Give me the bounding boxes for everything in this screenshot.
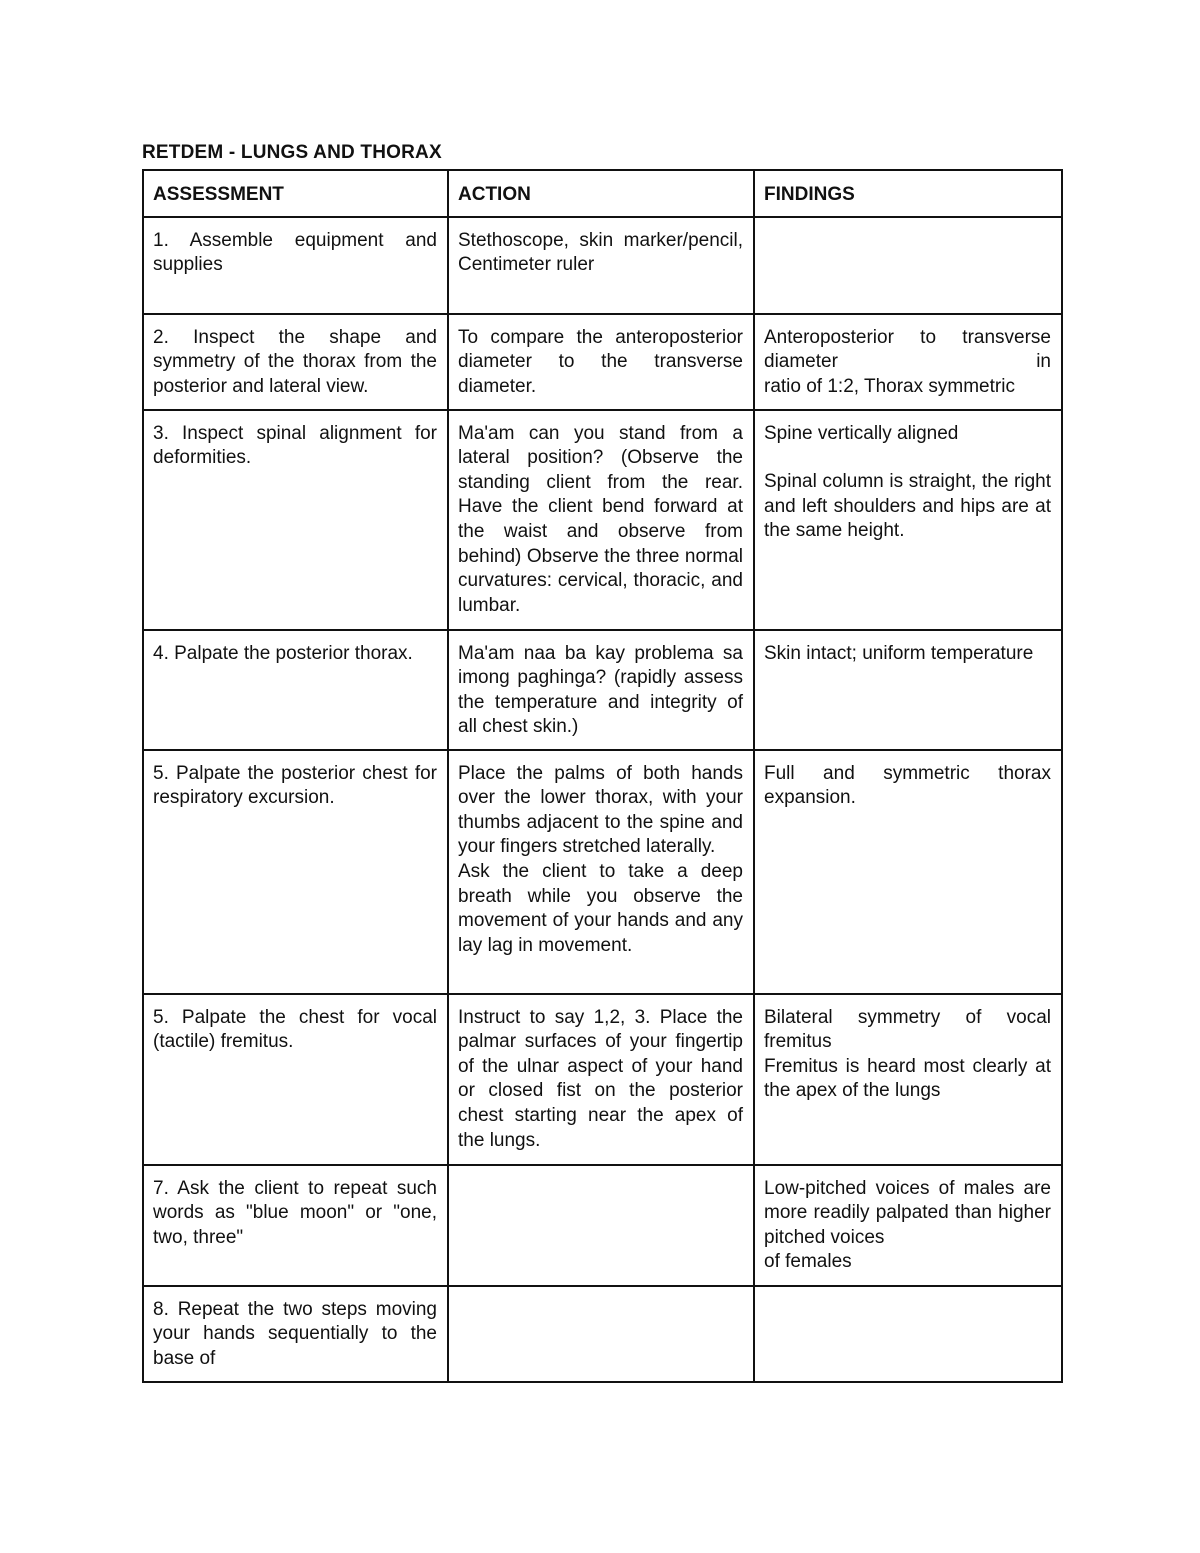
action-cell: [448, 750, 754, 994]
findings-cell: [754, 994, 1062, 1165]
assessment-cell: 3. Inspect spinal alignment for deformities.: [143, 410, 448, 630]
findings-line: ratio of 1:2, Thorax symmetric: [764, 375, 1015, 397]
findings-cell: [754, 410, 1062, 630]
findings-cell: Full and symmetric thorax expansion.: [754, 750, 1062, 994]
assessment-cell: 5. Palpate the posterior chest for respiratory excursion.: [143, 750, 448, 994]
findings-cell: [754, 1165, 1062, 1286]
action-cell: Ma'am naa ba kay problema sa imong paghinga? (rapidly assess the temperature and integrity of all chest skin.): [448, 630, 754, 750]
assessment-cell: 7. Ask the client to repeat such words as "blue moon" or "one, two, three": [143, 1165, 448, 1286]
header-assessment: ASSESSMENT: [143, 170, 448, 217]
findings-line: Spine vertically aligned: [764, 422, 959, 444]
assessment-cell: 8. Repeat the two steps moving your hands sequentially to the base of: [143, 1286, 448, 1382]
assessment-table: [142, 169, 1063, 1383]
table-row: [143, 994, 1062, 1165]
findings-cell: Skin intact; uniform temperature: [754, 630, 1062, 750]
table-row: [143, 1165, 1062, 1286]
findings-line: Anteroposterior to transverse diameter in: [764, 326, 1051, 373]
findings-line: Low-pitched voices of males are more readily palpated than higher pitched voices: [764, 1177, 1051, 1248]
action-line: Place the palms of both hands over the lower thorax, with your thumbs adjacent to the spine and your fingers stretched laterally.: [458, 762, 743, 858]
findings-line: of females: [764, 1251, 852, 1273]
table-header-row: [143, 170, 1062, 217]
table-row: [143, 217, 1062, 314]
assessment-cell: 1. Assemble equipment and supplies: [143, 217, 448, 314]
header-findings: FINDINGS: [754, 170, 1062, 217]
action-cell: To compare the anteroposterior diameter to the transverse diameter.: [448, 314, 754, 410]
table-row: [143, 1286, 1062, 1382]
action-cell: [448, 1286, 754, 1382]
assessment-cell: 4. Palpate the posterior thorax.: [143, 630, 448, 750]
table-row: [143, 314, 1062, 410]
findings-cell: [754, 217, 1062, 314]
findings-line: Fremitus is heard most clearly at the apex of the lungs: [764, 1055, 1051, 1102]
action-cell: [448, 1165, 754, 1286]
assessment-cell: 2. Inspect the shape and symmetry of the thorax from the posterior and lateral view.: [143, 314, 448, 410]
table-row: [143, 630, 1062, 750]
findings-cell: [754, 1286, 1062, 1382]
action-cell: Ma'am can you stand from a lateral position? (Observe the standing client from the rear. Have the client bend forward at the waist and observe from behind) Observe the three normal curvatures: cervical, thoracic, and lumbar.: [448, 410, 754, 630]
findings-line: Spinal column is straight, the right and left shoulders and hips are at the same height.: [764, 471, 1051, 542]
page-title: RETDEM - LUNGS AND THORAX: [142, 142, 442, 163]
findings-cell: [754, 314, 1062, 410]
action-cell: Instruct to say 1,2, 3. Place the palmar surfaces of your fingertip of the ulnar aspect of your hand or closed fist on the posterior chest starting near the apex of the lungs.: [448, 994, 754, 1165]
table-row: [143, 750, 1062, 994]
action-cell: Stethoscope, skin marker/pencil, Centimeter ruler: [448, 217, 754, 314]
action-line: Ask the client to take a deep breath while you observe the movement of your hands and any lay lag in movement.: [458, 860, 743, 956]
header-action: ACTION: [448, 170, 754, 217]
findings-line: Bilateral symmetry of vocal fremitus: [764, 1006, 1051, 1053]
assessment-cell: 5. Palpate the chest for vocal (tactile) fremitus.: [143, 994, 448, 1165]
table-row: [143, 410, 1062, 630]
